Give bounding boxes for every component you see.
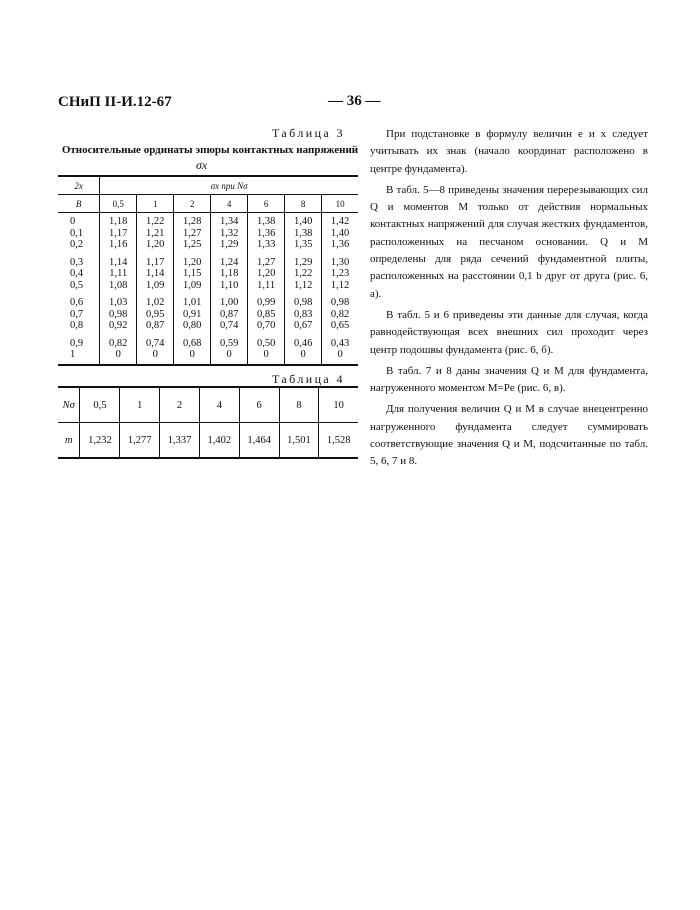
table3-cell: 0,98 xyxy=(293,297,313,308)
table3-cell: 0,83 xyxy=(293,308,313,320)
table3-value-column xyxy=(100,254,137,295)
table3-cell: 1,35 xyxy=(293,239,313,250)
table3-value-column xyxy=(174,213,211,254)
table3-row-group xyxy=(58,213,358,254)
table3-value-column xyxy=(248,294,285,335)
table3-cell: 1,20 xyxy=(183,256,202,268)
paragraph: Для получения величин Q и M в случае внецентренно нагруженного фундамента следует суммировать соответствующие значения Q и M, подсчитанные по табл. 5, 6, 7 и 8. xyxy=(370,403,648,468)
table3-value-column xyxy=(211,335,248,365)
table3-col-header: 8 xyxy=(285,195,322,213)
table3-cell: 0 xyxy=(337,349,343,360)
table3-value-column xyxy=(285,254,322,295)
table3-cell: 1,00 xyxy=(219,297,239,308)
table3-row-group xyxy=(58,254,358,295)
table3-caption: Таблица 3 xyxy=(272,126,345,140)
table4-col-header: 10 xyxy=(319,387,358,423)
table3-body xyxy=(58,213,358,365)
table4-col-header: 4 xyxy=(199,387,239,423)
document-code: СНиП II-И.12-67 xyxy=(58,94,172,110)
table3-cell: 1,29 xyxy=(219,239,239,250)
table3-cell: 1,22 xyxy=(146,216,165,227)
table3-cell: 0,59 xyxy=(219,337,239,349)
table3-cell: 1,24 xyxy=(219,256,239,268)
table3-value-column xyxy=(248,254,285,295)
table4-row-label: m xyxy=(64,434,73,446)
table3-cell: 1,21 xyxy=(146,227,165,239)
table3-cell: 1,17 xyxy=(109,227,128,239)
table3-corner-bottom: B xyxy=(58,195,100,213)
table3-row-group xyxy=(58,294,358,335)
table3-value-column xyxy=(174,294,211,335)
table3-cell: 0,68 xyxy=(183,337,202,349)
table3-x-values xyxy=(58,254,100,295)
table3-cell: 1,38 xyxy=(256,216,276,227)
table3-cell: 0 xyxy=(189,349,195,360)
table3-cell: 1,28 xyxy=(183,216,202,227)
table3-x-cell: 1 xyxy=(70,349,76,360)
table3-x-cell: 0,8 xyxy=(70,320,84,331)
table3-value-column xyxy=(248,335,285,365)
table3-col-header: 2 xyxy=(174,195,211,213)
table3-cell: 0,92 xyxy=(109,320,128,331)
table3-value-column xyxy=(322,335,358,365)
table3-cell: 0,98 xyxy=(109,308,128,320)
table3-cell: 0 xyxy=(152,349,158,360)
table3-cell: 0,65 xyxy=(330,320,350,331)
table3-cell: 1,27 xyxy=(183,227,202,239)
table3-cell: 1,02 xyxy=(146,297,165,308)
table3-symbol: σx xyxy=(196,158,208,172)
table3-x-cell: 0,7 xyxy=(70,308,84,320)
table3-x-cell: 0 xyxy=(70,216,76,227)
table3-cell: 1,33 xyxy=(256,239,276,250)
table3-cell: 0,99 xyxy=(256,297,276,308)
table4 xyxy=(58,386,358,459)
table3-cell: 0,98 xyxy=(330,297,350,308)
table4-col-header: 1 xyxy=(120,387,160,423)
table3-cell: 0,70 xyxy=(256,320,276,331)
table3-col-header: 4 xyxy=(211,195,248,213)
table3-group-header: σx при Nσ xyxy=(100,176,358,195)
table3-cell: 0,85 xyxy=(256,308,276,320)
table3-cell: 0,43 xyxy=(330,337,350,349)
table3-value-column xyxy=(100,335,137,365)
table3-cell: 1,20 xyxy=(146,239,165,250)
table3-cell: 1,40 xyxy=(330,227,350,239)
table3-x-values xyxy=(58,213,100,254)
table4-cell: 1,464 xyxy=(239,423,279,459)
table3 xyxy=(58,175,358,366)
table3-col-header: 10 xyxy=(322,195,358,213)
table3-value-column xyxy=(285,213,322,254)
table3-cell: 1,23 xyxy=(330,268,350,279)
table3-cell: 1,03 xyxy=(109,297,128,308)
table3-value-column xyxy=(100,294,137,335)
table3-title: Относительные ординаты эпюры контактных напряжений xyxy=(61,144,359,156)
table3-cell: 1,12 xyxy=(330,279,350,291)
table4-col-header: 2 xyxy=(160,387,200,423)
table3-cell: 1,40 xyxy=(293,216,313,227)
paragraph: В табл. 7 и 8 даны значения Q и M для фундамента, нагруженного моментом M=Pe (рис. 6, в). xyxy=(370,364,648,395)
table3-value-column xyxy=(322,294,358,335)
table3-cell: 1,17 xyxy=(146,256,165,268)
table3-value-column xyxy=(137,213,174,254)
page-number: — 36 — xyxy=(328,93,381,109)
table3-x-cell: 0,9 xyxy=(70,337,84,349)
table3-cell: 1,14 xyxy=(109,256,128,268)
table3-col-header: 6 xyxy=(248,195,285,213)
table3-cell: 1,18 xyxy=(109,216,128,227)
table3-cell: 1,36 xyxy=(330,239,350,250)
table3-cell: 1,34 xyxy=(219,216,239,227)
table3-cell: 1,18 xyxy=(219,268,239,279)
table3-value-column xyxy=(137,294,174,335)
table4-col-header: 6 xyxy=(239,387,279,423)
table3-cell: 0,80 xyxy=(183,320,202,331)
table3-cell: 1,11 xyxy=(257,279,276,291)
table3-x-cell: 0,6 xyxy=(70,297,84,308)
table3-row-group xyxy=(58,335,358,365)
table3-value-column xyxy=(248,213,285,254)
paragraph: В табл. 5—8 приведены значения перерезывающих сил Q и моментов M только от действия нормальных контактных напряжений для случая жестких фундаментов, расположенных на песчаном основании. Q и M определены для ряда сечений фундаментной плиты, расположенных на расстоянии 0,1 b друг от друга (рис. 6, а). xyxy=(370,183,648,300)
table3-x-cell: 0,5 xyxy=(70,279,84,291)
table3-value-column xyxy=(211,213,248,254)
table3-cell: 1,36 xyxy=(256,227,276,239)
table3-x-cell: 0,4 xyxy=(70,268,84,279)
table3-x-cell: 0,3 xyxy=(70,256,84,268)
table3-value-column xyxy=(174,335,211,365)
table3-cell: 1,27 xyxy=(256,256,276,268)
table3-cell: 0 xyxy=(300,349,306,360)
table3-cell: 1,01 xyxy=(183,297,202,308)
table3-value-column xyxy=(211,254,248,295)
table4-row-label: Nσ xyxy=(58,387,80,423)
table3-cell: 0,74 xyxy=(219,320,239,331)
table4-cell: 1,232 xyxy=(80,423,120,459)
table3-cell: 1,11 xyxy=(109,268,128,279)
table4-cell: 1,402 xyxy=(199,423,239,459)
table3-cell: 1,15 xyxy=(183,268,202,279)
table3-cell: 0,87 xyxy=(219,308,239,320)
table3-cell: 0,87 xyxy=(146,320,165,331)
table3-cell: 0,67 xyxy=(293,320,313,331)
paragraph: В табл. 5 и 6 приведены эти данные для случая, когда равнодействующая всех внешних сил проходит через центр подошвы фундамента (рис. 6, б). xyxy=(370,308,648,356)
table3-cell: 0,82 xyxy=(330,308,350,320)
body-text xyxy=(370,126,648,475)
table3-value-column xyxy=(322,213,358,254)
table4-col-header: 0,5 xyxy=(80,387,120,423)
table3-cell: 0 xyxy=(226,349,232,360)
table4-cell: 1,277 xyxy=(120,423,160,459)
table3-value-column xyxy=(137,254,174,295)
table3-cell: 1,09 xyxy=(146,279,165,291)
table3-cell: 1,09 xyxy=(183,279,202,291)
table3-value-column xyxy=(285,294,322,335)
table3-col-header: 1 xyxy=(137,195,174,213)
table3-x-cell: 0,1 xyxy=(70,227,84,239)
table3-cell: 1,42 xyxy=(330,216,350,227)
table3-x-cell: 0,2 xyxy=(70,239,84,250)
table3-cell: 0,82 xyxy=(109,337,128,349)
table3-col-header: 0,5 xyxy=(100,195,137,213)
table3-cell: 1,30 xyxy=(330,256,350,268)
table3-value-column xyxy=(285,335,322,365)
table3-cell: 0 xyxy=(263,349,269,360)
table3-cell: 1,14 xyxy=(146,268,165,279)
table3-cell: 1,08 xyxy=(109,279,128,291)
table3-corner-top: 2x xyxy=(74,180,83,191)
table3-cell: 0,74 xyxy=(146,337,165,349)
table4-col-header: 8 xyxy=(279,387,319,423)
table4-cell: 1,528 xyxy=(319,423,358,459)
table3-cell: 0,95 xyxy=(146,308,165,320)
table3-cell: 1,22 xyxy=(293,268,313,279)
table3-value-column xyxy=(211,294,248,335)
table4-caption: Таблица 4 xyxy=(272,372,345,386)
table3-x-values xyxy=(58,335,100,365)
table3-cell: 0,91 xyxy=(183,308,202,320)
table3-value-column xyxy=(174,254,211,295)
table3-cell: 1,10 xyxy=(219,279,239,291)
table3-cell: 0,46 xyxy=(293,337,313,349)
table4-cell: 1,337 xyxy=(160,423,200,459)
table3-cell: 1,38 xyxy=(293,227,313,239)
table3-cell: 1,32 xyxy=(219,227,239,239)
table3-cell: 1,29 xyxy=(293,256,313,268)
table3-value-column xyxy=(322,254,358,295)
table3-cell: 1,25 xyxy=(183,239,202,250)
table3-value-column xyxy=(137,335,174,365)
table3-cell: 0,50 xyxy=(256,337,276,349)
table3-cell: 1,16 xyxy=(109,239,128,250)
table3-value-column xyxy=(100,213,137,254)
table4-cell: 1,501 xyxy=(279,423,319,459)
table3-cell: 0 xyxy=(115,349,121,360)
table3-x-values xyxy=(58,294,100,335)
table3-cell: 1,12 xyxy=(293,279,313,291)
table3-cell: 1,20 xyxy=(256,268,276,279)
paragraph: При подстановке в формулу величин e и x следует учитывать их знак (начало координат расположено в центре фундамента). xyxy=(370,128,648,175)
